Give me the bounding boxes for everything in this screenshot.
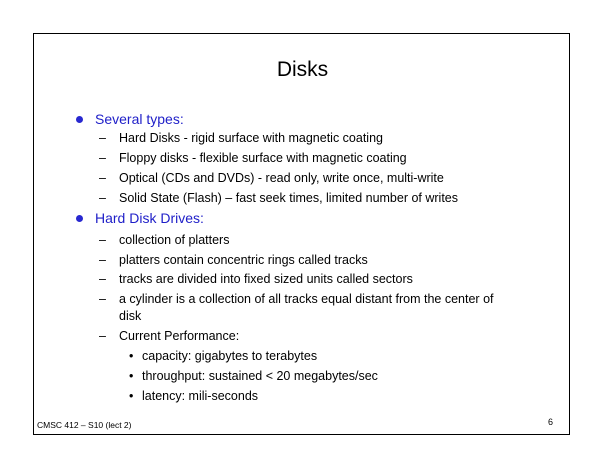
list-item-text: disk bbox=[119, 309, 142, 323]
dash-marker: – bbox=[99, 171, 106, 185]
slide-title: Disks bbox=[276, 58, 329, 81]
dash-marker: – bbox=[99, 191, 106, 205]
list-item-text: a cylinder is a collection of all tracks equal distant from the center of bbox=[119, 292, 494, 306]
dash-marker: – bbox=[99, 131, 106, 145]
section-label: Several types: bbox=[95, 111, 184, 127]
dash-marker: – bbox=[99, 272, 106, 286]
sub-list-item-text: latency: mili-seconds bbox=[142, 389, 259, 403]
bullet-dot-icon bbox=[76, 116, 83, 123]
dash-marker: – bbox=[99, 151, 106, 165]
page-number: 6 bbox=[548, 417, 554, 427]
list-item-text: platters contain concentric rings called tracks bbox=[119, 253, 368, 267]
list-item-text: Optical (CDs and DVDs) - read only, write once, multi-write bbox=[119, 171, 444, 185]
dash-marker: – bbox=[99, 292, 106, 306]
list-item-text: collection of platters bbox=[119, 233, 230, 247]
list-item-text: Floppy disks - flexible surface with magnetic coating bbox=[119, 151, 407, 165]
sub-list-item-text: throughput: sustained < 20 megabytes/sec bbox=[142, 369, 378, 383]
list-item-text: Current Performance: bbox=[119, 329, 240, 343]
bullet-marker: • bbox=[129, 349, 134, 363]
list-item-text: tracks are divided into fixed sized units called sectors bbox=[119, 272, 413, 286]
dash-marker: – bbox=[99, 253, 106, 267]
bullet-marker: • bbox=[129, 369, 134, 383]
footer-course-label: CMSC 412 – S10 (lect 2) bbox=[37, 420, 132, 430]
dash-marker: – bbox=[99, 233, 106, 247]
list-item-text: Solid State (Flash) – fast seek times, limited number of writes bbox=[119, 191, 459, 205]
bullet-marker: • bbox=[129, 389, 134, 403]
dash-marker: – bbox=[99, 329, 106, 343]
section-label: Hard Disk Drives: bbox=[95, 210, 204, 226]
list-item-text: Hard Disks - rigid surface with magnetic coating bbox=[119, 131, 383, 145]
bullet-dot-icon bbox=[76, 215, 83, 222]
sub-list-item-text: capacity: gigabytes to terabytes bbox=[142, 349, 318, 363]
